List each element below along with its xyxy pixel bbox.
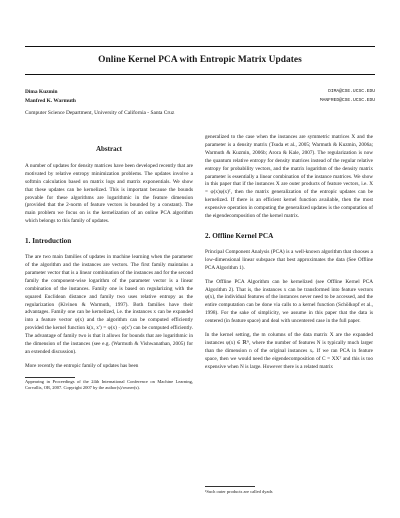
body-paragraph: generalized to the case when the instances are symmetric matrices X and the parameter is a density matrix (Tsuda et al., 2005; Warmuth & Kuzmin, 2006a; Warmuth & Kuzmin, 2006b; Arora & Kale, 2007). The regularization is now the quantum relative entropy for density matrices instead of the regular relative entropy for probability vectors, and the matrix logarithm of the density matrix parameter is essentially a linear combination of the instance matrices. We show in this paper that if the instances X are outer products of feature vectors, i.e. X = φ(x)φ(x)ᵀ, then the matrix generalization of the entropic updates can be kernelized. If there is an efficient kernel function available, then the most expensive operation in computing the generalized updates is the computation of the eigendecomposition of the kernel matrix. [205, 134, 373, 220]
author-row [25, 89, 375, 98]
right-footnote-block [205, 486, 373, 495]
author-row [25, 98, 375, 107]
body-paragraph: Principal Component Analysis (PCA) is a well-known algorithm that chooses a low-dimensional linear subspace that best approximates the data (See Offline PCA Algorithm 1). [205, 248, 373, 271]
abstract-text: A number of updates for density matrices have been developed recently that are motivated by relative entropy minimization problems. The updates involve a softmin calculation based on matrix logs and matrix exponentials. We show that these updates can be kernelized. This is important because the bounds provable for these algorithms are logarithmic in the feature dimension (provided that the 2-norm of feature vectors is bounded by a constant). The main problem we focus on is the kernelization of an online PCA algorithm which belongs to this family of updates. [25, 162, 193, 225]
section-heading-offline-kernel-pca: 2. Offline Kernel PCA [205, 231, 274, 240]
footnote-rule [25, 377, 75, 378]
body-paragraph: The Offline PCA Algorithm can be kernelized (see Offline Kernel PCA Algorithm 2). That is, the instances x can be transformed into feature vectors φ(x), the individual features of the instances never need to be accessed, and the entire computation can be done via calls to a kernel function (Schölkopf et al., 1998). For the sake of simplicity, we assume in this paper that the data is centered (in feature space) and deal with uncentered case in the full paper. [205, 278, 373, 325]
body-paragraph: In the kernel setting, the m columns of the data matrix X are the expanded instances φ(x) ∈ ℝᴺ, where the number of features N is typically much larger than the dimension n of the original instances xᵢ. If we ran PCA in feature space, then we would need the eigendecomposition of C = XXᵀ and this is too expensive when N is large. However there is a related matrix [205, 332, 373, 370]
section-heading-introduction: 1. Introduction [25, 237, 72, 246]
author-name: Manfred K. Warmuth [25, 98, 76, 104]
abstract-heading: Abstract [95, 145, 123, 153]
author-name: Dima Kuzmin [25, 89, 58, 95]
proceedings-footnote: Appearing in Proceedings of the 24th International Conference on Machine Learning, Corvallis, OR, 2007. Copyright 2007 by the author(s)/owner(s). [25, 379, 193, 391]
paper-title: Online Kernel PCA with Entropic Matrix Updates [98, 55, 302, 65]
title-rule-top [25, 46, 375, 47]
body-paragraph: The are two main families of updates in machine learning when the parameter of the algorithm and the instances are vectors. The first family maintains a parameter vector that is a linear combination of the instances and for the second family the component-wise logarithm of the parameter vector is a linear combination of the instances. Family one is based on regularizing with the squared Euclidean distance and family two uses relative entropy as the regularization (Kivinen & Warmuth, 1997). Both families have their advantages. Family one can be kernelized, i.e. the instances x can be expanded into a feature vector φ(x) and the algorithm can be computed efficiently provided the kernel function k(x, x′) = φ(x) · φ(x′) can be computed efficiently. The advantage of family two is that it allows for bounds that are logarithmic in the dimension of the instances (see e.g. (Warmuth & Vishwanathan, 2005) for an extended discussion). [25, 254, 193, 355]
affiliation: Computer Science Department, University of California - Santa Cruz [25, 110, 175, 116]
author-email: DIMA@CSE.UCSC.EDU [328, 89, 375, 94]
title-rule-bottom [25, 74, 375, 75]
right-column [205, 134, 373, 372]
author-email: MANFRED@CSE.UCSC.EDU [319, 98, 375, 103]
dyad-footnote: ¹Such outer products are called dyads [205, 488, 273, 494]
left-column [25, 134, 193, 392]
body-paragraph: More recently the entropic family of updates has been [25, 362, 139, 369]
footnote-rule [205, 486, 255, 487]
